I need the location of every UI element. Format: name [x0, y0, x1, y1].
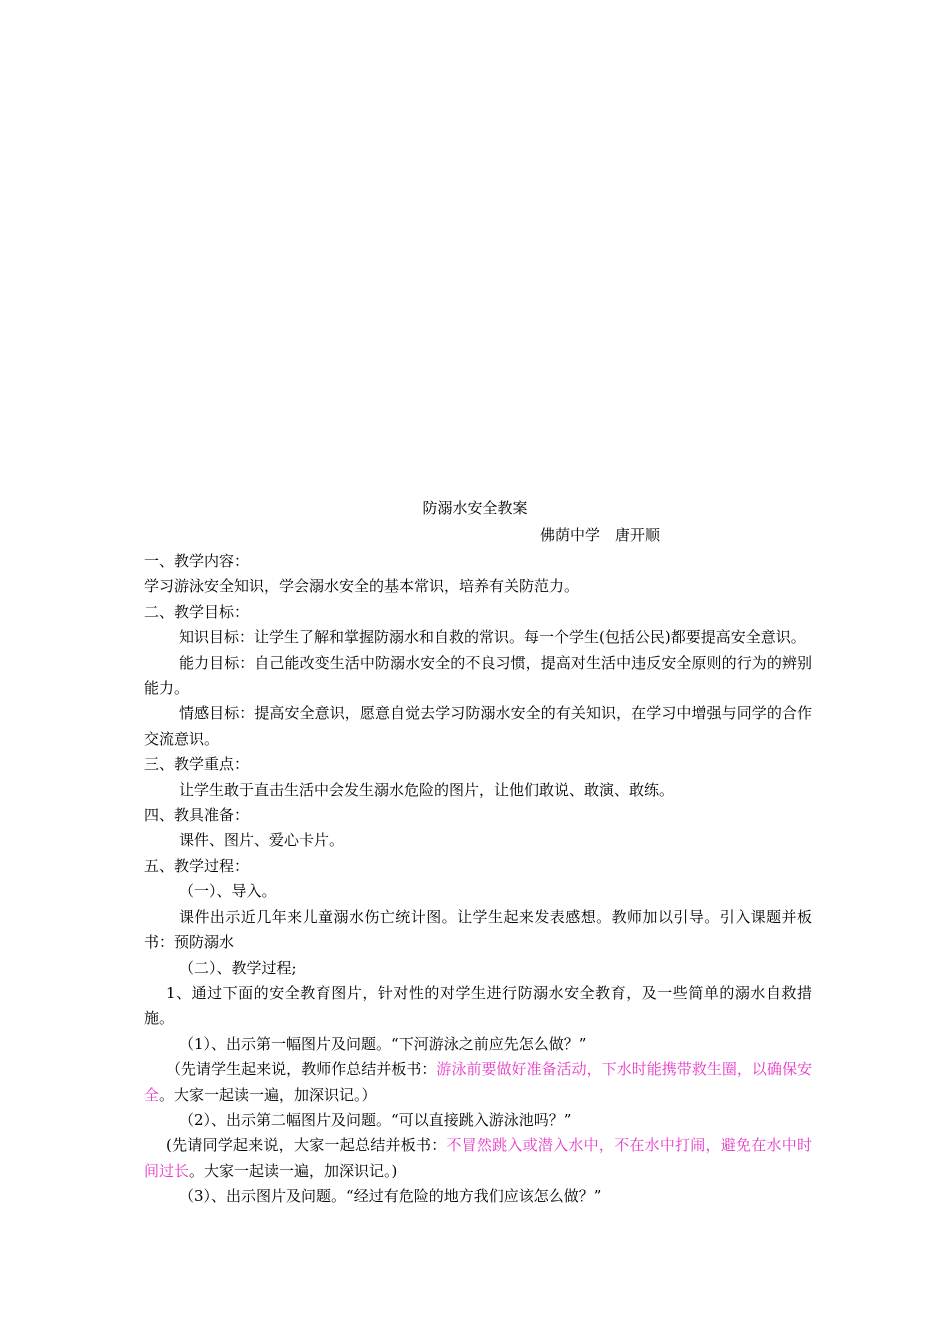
answer-text: (先请同学起来说，大家一起总结并板书：	[166, 1136, 447, 1155]
paragraph: 情感目标：提高安全意识，愿意自觉去学习防溺水安全的有关知识，在学习中增强与同学的合作交流意识。	[144, 704, 812, 748]
question: （3）、出示图片及问题。“经过有危险的地方我们应该怎么做？”	[179, 1187, 602, 1206]
answer-text: 。大家一起读一遍，加深识记。）	[159, 1085, 377, 1104]
section-heading: 五、教学过程：	[144, 856, 250, 875]
section-heading: 四、教具准备：	[144, 806, 250, 825]
author-line: 佛荫中学 唐开顺	[540, 526, 661, 544]
highlighted-answer: 不冒然跳入或潜入水中，不在水中打闹，避免在水中时间过长	[144, 1136, 812, 1180]
section-heading: 一、教学内容：	[144, 552, 250, 570]
document-title: 防溺水安全教案	[422, 499, 528, 517]
answer	[144, 1057, 812, 1108]
highlighted-answer: 游泳前要做好准备活动，下水时能携带救生圈，以确保安全	[144, 1060, 812, 1104]
question: （2）、出示第二幅图片及问题。“可以直接跳入游泳池吗？”	[179, 1110, 572, 1129]
paragraph: 知识目标：让学生了解和掌握防溺水和自救的常识。每一个学生(包括公民)都要提高安全意识。	[179, 628, 806, 647]
paragraph: 1、通过下面的安全教育图片，针对性的对学生进行防溺水安全教育，及一些简单的溺水自救措施。	[144, 983, 812, 1028]
question: （1）、出示第一幅图片及问题。“下河游泳之前应先怎么做？”	[179, 1034, 587, 1053]
section-heading: 二、教学目标：	[144, 602, 250, 621]
answer-text: 。大家一起读一遍，加深识记。)	[189, 1161, 398, 1180]
document-body	[144, 549, 812, 1210]
paragraph: 课件、图片、爱心卡片。	[179, 831, 345, 850]
answer	[144, 1133, 812, 1184]
paragraph: 能力目标：自己能改变生活中防溺水安全的不良习惯，提高对生活中违反安全原则的行为的辨别能力。	[144, 653, 812, 698]
paragraph: 让学生敢于直击生活中会发生溺水危险的图片，让他们敢说、敢演、敢练。	[179, 780, 675, 799]
paragraph: 学习游泳安全知识，学会溺水安全的基本常识，培养有关防范力。	[144, 577, 580, 596]
section-heading: 三、教学重点：	[144, 755, 250, 774]
answer-text: （先请学生起来说，教师作总结并板书：	[166, 1060, 437, 1079]
paragraph: 课件出示近几年来儿童溺水伤亡统计图。让学生起来发表感想。教师加以引导。引入课题并板书：预防溺水	[144, 907, 812, 952]
subsection-heading: （二）、教学过程;	[179, 958, 297, 977]
subsection-heading: （一）、导入。	[179, 882, 277, 901]
